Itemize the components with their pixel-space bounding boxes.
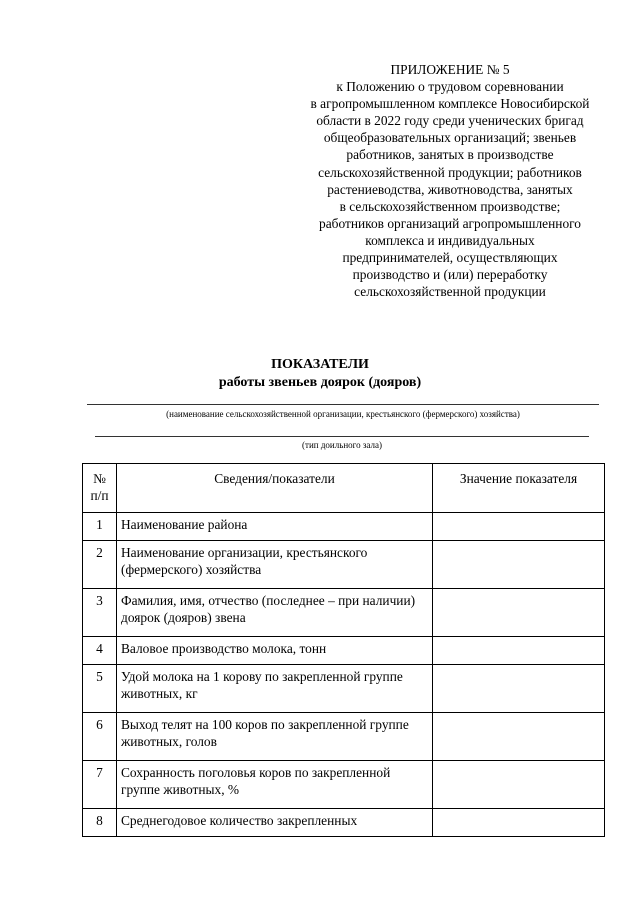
row-description: Удой молока на 1 корову по закрепленной группе животных, кг — [117, 665, 433, 713]
appendix-line: сельскохозяйственной продукции — [354, 284, 546, 300]
table-row — [83, 761, 605, 809]
hall-type-caption: (тип доильного зала) — [302, 440, 382, 450]
hall-type-fill-line — [95, 436, 589, 437]
appendix-line: работников, занятых в производстве — [346, 147, 554, 163]
table-header-row — [83, 464, 605, 513]
row-description: Валовое производство молока, тонн — [117, 637, 433, 665]
title-sub: работы звеньев доярок (дояров) — [218, 375, 422, 390]
row-value-cell[interactable] — [433, 761, 605, 809]
appendix-line: общеобразовательных организаций; звеньев — [323, 130, 577, 146]
appendix-line: к Положению о трудовом соревновании — [336, 79, 564, 95]
appendix-line: предпринимателей, осуществляющих — [342, 250, 558, 266]
row-number: 4 — [83, 637, 117, 665]
row-value-cell[interactable] — [433, 637, 605, 665]
row-number: 1 — [83, 513, 117, 541]
row-value-cell[interactable] — [433, 513, 605, 541]
organization-caption: (наименование сельскохозяйственной организации, крестьянского (фермерского) хозяйства) — [166, 409, 520, 419]
table-row — [83, 809, 605, 837]
appendix-line: в агропромышленном комплексе Новосибирской — [310, 96, 590, 112]
appendix-header — [285, 61, 615, 300]
row-number: 5 — [83, 665, 117, 713]
title-main: ПОКАЗАТЕЛИ — [271, 357, 369, 372]
row-value-cell[interactable] — [433, 589, 605, 637]
organization-fill-line — [87, 404, 599, 405]
table-row — [83, 713, 605, 761]
header-num: № п/п — [83, 464, 117, 513]
row-description: Фамилия, имя, отчество (последнее – при наличии) доярок (дояров) звена — [117, 589, 433, 637]
row-number: 7 — [83, 761, 117, 809]
document-title — [0, 356, 640, 392]
row-number: 3 — [83, 589, 117, 637]
appendix-line: ПРИЛОЖЕНИЕ № 5 — [390, 62, 510, 77]
row-value-cell[interactable] — [433, 665, 605, 713]
appendix-line: в сельскохозяйственном производстве; — [339, 198, 561, 214]
appendix-line: комплекса и индивидуальных — [365, 232, 535, 248]
header-value: Значение показателя — [433, 464, 605, 513]
row-number: 6 — [83, 713, 117, 761]
row-value-cell[interactable] — [433, 541, 605, 589]
row-description: Выход телят на 100 коров по закрепленной группе животных, голов — [117, 713, 433, 761]
row-description: Сохранность поголовья коров по закрепленной группе животных, % — [117, 761, 433, 809]
appendix-line: сельскохозяйственной продукции; работников — [318, 164, 582, 180]
row-description: Наименование организации, крестьянского (фермерского) хозяйства — [117, 541, 433, 589]
row-description: Среднегодовое количество закрепленных — [117, 809, 433, 837]
row-number: 8 — [83, 809, 117, 837]
appendix-line: растениеводства, животноводства, занятых — [327, 181, 573, 197]
table-row — [83, 541, 605, 589]
header-info: Сведения/показатели — [117, 464, 433, 513]
row-value-cell[interactable] — [433, 713, 605, 761]
table-row — [83, 589, 605, 637]
table-row — [83, 637, 605, 665]
indicators-table — [82, 463, 605, 837]
appendix-line: производство и (или) переработку — [352, 267, 548, 283]
table-row — [83, 513, 605, 541]
row-number: 2 — [83, 541, 117, 589]
appendix-line: работников организаций агропромышленного — [319, 215, 581, 231]
row-value-cell[interactable] — [433, 809, 605, 837]
row-description: Наименование района — [117, 513, 433, 541]
table-row — [83, 665, 605, 713]
appendix-line: области в 2022 году среди ученических бригад — [316, 113, 584, 129]
